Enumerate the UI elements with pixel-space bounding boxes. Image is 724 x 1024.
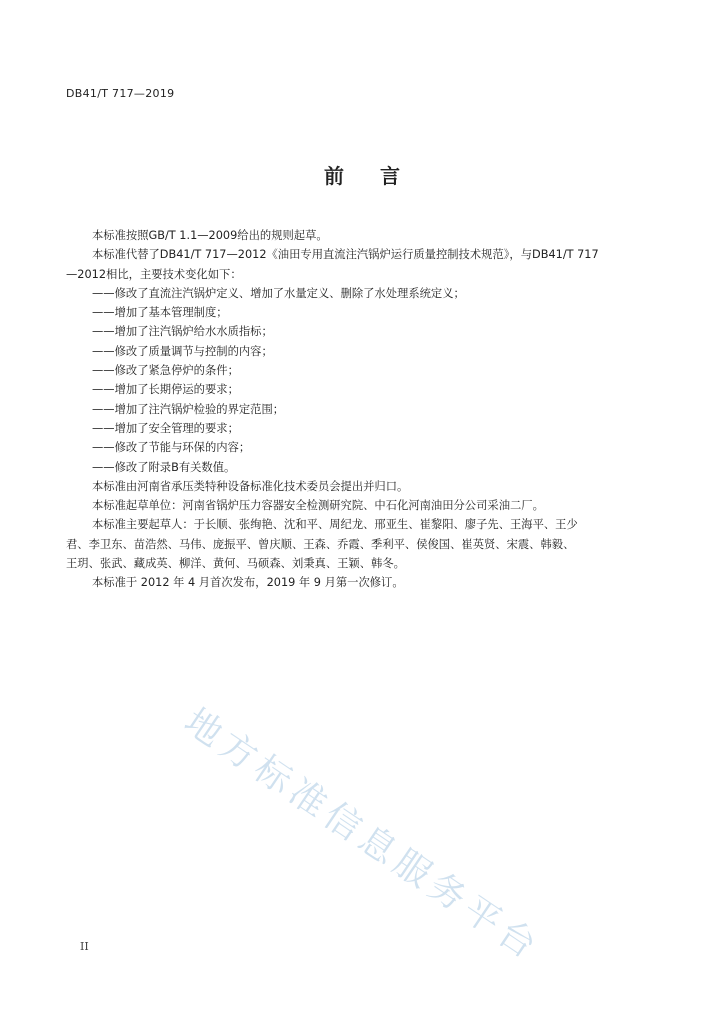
change-item: ——修改了质量调节与控制的内容；: [92, 344, 273, 358]
paragraph-drafting-units: 本标准起草单位：河南省锅炉压力容器安全检测研究院、中石化河南油田分公司采油二厂。: [92, 499, 544, 513]
change-item: ——增加了基本管理制度；: [92, 306, 228, 320]
foreword-body: [66, 226, 644, 593]
title-char-1: 前: [324, 164, 344, 188]
paragraph-drafters-line-2: 君、李卫东、苗浩然、马伟、庞振平、曾庆顺、王森、乔霞、季利平、侯俊国、崔英贤、宋震、韩毅、: [66, 537, 575, 551]
paragraph-drafters-line-3: 王玥、张武、藏成英、柳洋、黄何、马硕森、刘秉真、王颖、韩冬。: [66, 557, 405, 571]
paragraph-drafting-rules: 本标准按照GB/T 1.1—2009给出的规则起草。: [92, 229, 328, 242]
paragraph-replaces-line-2: —2012相比，主要技术变化如下：: [66, 267, 242, 281]
change-item: ——增加了安全管理的要求；: [92, 421, 239, 435]
title-char-2: 言: [380, 164, 400, 188]
change-item: ——增加了注汽锅炉给水水质指标；: [92, 325, 273, 339]
change-item: ——修改了直流注汽锅炉定义、增加了水量定义、删除了水处理系统定义；: [92, 286, 465, 300]
paragraph-proposer: 本标准由河南省承压类特种设备标准化技术委员会提出并归口。: [92, 479, 409, 493]
change-item: ——修改了节能与环保的内容；: [92, 441, 251, 455]
paragraph-drafters-line-1: 本标准主要起草人：于长顺、张绚艳、沈和平、周纪龙、邢亚生、崔黎阳、廖子先、王海平、王少: [92, 518, 578, 532]
change-item: ——修改了附录B有关数值。: [92, 460, 236, 474]
paragraph-replaces-line-1: 本标准代替了DB41/T 717—2012《油田专用直流注汽锅炉运行质量控制技术规范》，与DB41/T 717: [92, 248, 599, 262]
paragraph-release-history: 本标准于 2012 年 4 月首次发布，2019 年 9 月第一次修订。: [92, 576, 404, 590]
change-item: ——增加了长期停运的要求；: [92, 383, 239, 397]
change-item: ——增加了注汽锅炉检验的界定范围；: [92, 402, 285, 416]
page-title: [0, 160, 724, 189]
change-item: ——修改了紧急停炉的条件；: [92, 364, 239, 378]
standard-code: DB41/T 717—2019: [66, 87, 175, 100]
page-number: II: [80, 940, 89, 953]
watermark: 地方标准信息服务平台: [176, 700, 548, 970]
